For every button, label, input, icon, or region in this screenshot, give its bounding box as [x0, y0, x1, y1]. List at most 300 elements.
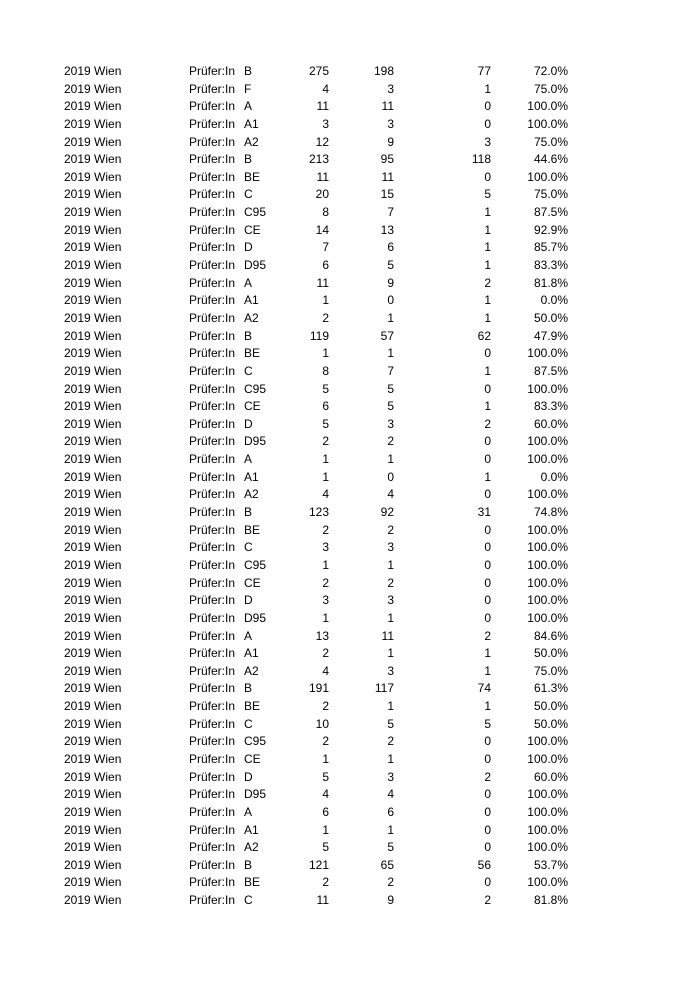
pass-rate-cell: 100.0% [527, 116, 568, 131]
role-cell: Prüfer:In [189, 469, 236, 484]
role-cell: Prüfer:In [189, 822, 236, 837]
year-city-cell: 2019 Wien [64, 99, 122, 114]
total-count-cell: 3 [322, 540, 329, 555]
passed-count-cell: 95 [380, 152, 394, 167]
role-cell: Prüfer:In [189, 310, 236, 325]
pass-rate-cell: 100.0% [527, 452, 568, 467]
license-class-cell: A1 [244, 646, 259, 661]
table-row [0, 557, 700, 575]
year-city-cell: 2019 Wien [64, 275, 122, 290]
total-count-cell: 2 [322, 699, 329, 714]
total-count-cell: 5 [322, 381, 329, 396]
year-city-cell: 2019 Wien [64, 610, 122, 625]
license-class-cell: D [244, 769, 253, 784]
passed-count-cell: 1 [387, 310, 394, 325]
year-city-cell: 2019 Wien [64, 646, 122, 661]
pass-rate-cell: 85.7% [533, 240, 568, 255]
passed-count-cell: 92 [380, 505, 394, 520]
role-cell: Prüfer:In [189, 363, 236, 378]
pass-rate-cell: 100.0% [527, 540, 568, 555]
year-city-cell: 2019 Wien [64, 822, 122, 837]
failed-count-cell: 0 [484, 434, 491, 449]
license-class-cell: BE [244, 346, 261, 361]
failed-count-cell: 74 [477, 681, 491, 696]
role-cell: Prüfer:In [189, 240, 236, 255]
table-row [0, 451, 700, 469]
year-city-cell: 2019 Wien [64, 751, 122, 766]
table-row [0, 151, 700, 169]
license-class-cell: C [244, 716, 253, 731]
passed-count-cell: 4 [387, 787, 394, 802]
failed-count-cell: 0 [484, 822, 491, 837]
failed-count-cell: 1 [484, 205, 491, 220]
pass-rate-cell: 100.0% [527, 487, 568, 502]
license-class-cell: CE [244, 751, 261, 766]
failed-count-cell: 0 [484, 840, 491, 855]
pass-rate-cell: 100.0% [527, 99, 568, 114]
pass-rate-cell: 100.0% [527, 522, 568, 537]
total-count-cell: 1 [322, 751, 329, 766]
pass-rate-cell: 100.0% [527, 734, 568, 749]
role-cell: Prüfer:In [189, 81, 236, 96]
table-row [0, 398, 700, 416]
pass-rate-cell: 83.3% [533, 399, 568, 414]
role-cell: Prüfer:In [189, 328, 236, 343]
pass-rate-cell: 53.7% [533, 857, 568, 872]
passed-count-cell: 11 [381, 169, 394, 184]
pass-rate-cell: 60.0% [533, 416, 568, 431]
total-count-cell: 213 [308, 152, 329, 167]
table-row [0, 116, 700, 134]
passed-count-cell: 1 [387, 646, 394, 661]
year-city-cell: 2019 Wien [64, 857, 122, 872]
year-city-cell: 2019 Wien [64, 804, 122, 819]
total-count-cell: 5 [322, 769, 329, 784]
role-cell: Prüfer:In [189, 628, 236, 643]
total-count-cell: 4 [322, 787, 329, 802]
pass-rate-cell: 100.0% [527, 575, 568, 590]
year-city-cell: 2019 Wien [64, 258, 122, 273]
failed-count-cell: 2 [484, 893, 491, 908]
year-city-cell: 2019 Wien [64, 363, 122, 378]
table-row [0, 169, 700, 187]
role-cell: Prüfer:In [189, 646, 236, 661]
passed-count-cell: 117 [374, 681, 394, 696]
license-class-cell: C [244, 187, 253, 202]
pass-rate-cell: 100.0% [527, 822, 568, 837]
passed-count-cell: 5 [387, 840, 394, 855]
table-row [0, 769, 700, 787]
total-count-cell: 2 [322, 646, 329, 661]
total-count-cell: 2 [322, 875, 329, 890]
total-count-cell: 1 [322, 293, 329, 308]
pass-rate-cell: 75.0% [533, 81, 568, 96]
license-class-cell: D95 [244, 434, 267, 449]
year-city-cell: 2019 Wien [64, 628, 122, 643]
role-cell: Prüfer:In [189, 857, 236, 872]
total-count-cell: 20 [315, 187, 329, 202]
year-city-cell: 2019 Wien [64, 116, 122, 131]
role-cell: Prüfer:In [189, 152, 236, 167]
role-cell: Prüfer:In [189, 734, 236, 749]
passed-count-cell: 5 [387, 716, 394, 731]
table-row [0, 257, 700, 275]
role-cell: Prüfer:In [189, 787, 236, 802]
failed-count-cell: 0 [484, 787, 491, 802]
failed-count-cell: 1 [484, 663, 491, 678]
table-row [0, 275, 700, 293]
total-count-cell: 4 [322, 81, 329, 96]
license-class-cell: F [244, 81, 252, 96]
role-cell: Prüfer:In [189, 434, 236, 449]
passed-count-cell: 3 [387, 116, 394, 131]
failed-count-cell: 1 [484, 222, 491, 237]
role-cell: Prüfer:In [189, 416, 236, 431]
license-class-cell: A2 [244, 663, 259, 678]
role-cell: Prüfer:In [189, 751, 236, 766]
year-city-cell: 2019 Wien [64, 893, 122, 908]
failed-count-cell: 0 [484, 610, 491, 625]
pass-rate-cell: 60.0% [533, 769, 568, 784]
license-class-cell: BE [244, 169, 261, 184]
pass-rate-cell: 100.0% [527, 169, 568, 184]
year-city-cell: 2019 Wien [64, 222, 122, 237]
failed-count-cell: 2 [484, 769, 491, 784]
failed-count-cell: 1 [484, 258, 491, 273]
table-row [0, 839, 700, 857]
license-class-cell: A [244, 275, 253, 290]
year-city-cell: 2019 Wien [64, 487, 122, 502]
table-row [0, 698, 700, 716]
failed-count-cell: 1 [484, 646, 491, 661]
passed-count-cell: 57 [380, 328, 394, 343]
license-class-cell: C [244, 893, 253, 908]
role-cell: Prüfer:In [189, 205, 236, 220]
table-row [0, 433, 700, 451]
total-count-cell: 7 [322, 240, 329, 255]
table-row [0, 857, 700, 875]
year-city-cell: 2019 Wien [64, 505, 122, 520]
year-city-cell: 2019 Wien [64, 663, 122, 678]
table-row [0, 786, 700, 804]
license-class-cell: D [244, 416, 253, 431]
table-row [0, 733, 700, 751]
role-cell: Prüfer:In [189, 134, 236, 149]
pass-rate-cell: 50.0% [533, 716, 568, 731]
pass-rate-cell: 50.0% [533, 699, 568, 714]
pass-rate-cell: 100.0% [527, 557, 568, 572]
license-class-cell: A1 [244, 822, 259, 837]
failed-count-cell: 2 [484, 416, 491, 431]
role-cell: Prüfer:In [189, 187, 236, 202]
role-cell: Prüfer:In [189, 222, 236, 237]
failed-count-cell: 1 [484, 363, 491, 378]
table-row [0, 539, 700, 557]
license-class-cell: A1 [244, 293, 259, 308]
total-count-cell: 123 [308, 505, 329, 520]
failed-count-cell: 0 [484, 751, 491, 766]
license-class-cell: A [244, 99, 253, 114]
table-row [0, 751, 700, 769]
failed-count-cell: 1 [484, 81, 491, 96]
passed-count-cell: 3 [387, 416, 394, 431]
total-count-cell: 5 [322, 840, 329, 855]
pass-rate-cell: 47.9% [533, 328, 568, 343]
total-count-cell: 1 [322, 557, 329, 572]
failed-count-cell: 62 [477, 328, 491, 343]
total-count-cell: 12 [315, 134, 329, 149]
year-city-cell: 2019 Wien [64, 205, 122, 220]
failed-count-cell: 0 [484, 593, 491, 608]
year-city-cell: 2019 Wien [64, 310, 122, 325]
license-class-cell: A [244, 804, 253, 819]
year-city-cell: 2019 Wien [64, 399, 122, 414]
passed-count-cell: 15 [380, 187, 394, 202]
pass-rate-cell: 100.0% [527, 875, 568, 890]
role-cell: Prüfer:In [189, 593, 236, 608]
license-class-cell: C95 [244, 381, 267, 396]
role-cell: Prüfer:In [189, 258, 236, 273]
year-city-cell: 2019 Wien [64, 575, 122, 590]
role-cell: Prüfer:In [189, 681, 236, 696]
passed-count-cell: 1 [387, 699, 394, 714]
total-count-cell: 121 [308, 857, 329, 872]
table-row [0, 486, 700, 504]
failed-count-cell: 0 [484, 540, 491, 555]
failed-count-cell: 2 [484, 275, 491, 290]
license-class-cell: C [244, 540, 253, 555]
year-city-cell: 2019 Wien [64, 787, 122, 802]
pass-rate-cell: 100.0% [527, 346, 568, 361]
pass-rate-cell: 100.0% [527, 787, 568, 802]
license-class-cell: C95 [244, 205, 267, 220]
license-class-cell: B [244, 328, 253, 343]
pass-rate-cell: 100.0% [527, 840, 568, 855]
license-class-cell: C95 [244, 734, 267, 749]
table-row [0, 575, 700, 593]
license-class-cell: BE [244, 699, 261, 714]
year-city-cell: 2019 Wien [64, 64, 122, 78]
failed-count-cell: 0 [484, 452, 491, 467]
license-class-cell: C95 [244, 557, 267, 572]
passed-count-cell: 198 [373, 64, 394, 78]
passed-count-cell: 1 [387, 557, 394, 572]
failed-count-cell: 0 [484, 116, 491, 131]
table-row [0, 134, 700, 152]
failed-count-cell: 1 [484, 699, 491, 714]
role-cell: Prüfer:In [189, 64, 236, 78]
table-row [0, 822, 700, 840]
failed-count-cell: 0 [484, 575, 491, 590]
total-count-cell: 191 [308, 681, 329, 696]
table-row [0, 63, 700, 81]
failed-count-cell: 0 [484, 875, 491, 890]
table-row [0, 310, 700, 328]
failed-count-cell: 1 [484, 469, 491, 484]
license-class-cell: B [244, 505, 253, 520]
failed-count-cell: 1 [484, 240, 491, 255]
total-count-cell: 3 [322, 593, 329, 608]
failed-count-cell: 0 [484, 169, 491, 184]
pass-rate-cell: 83.3% [533, 258, 568, 273]
year-city-cell: 2019 Wien [64, 557, 122, 572]
year-city-cell: 2019 Wien [64, 593, 122, 608]
license-class-cell: D95 [244, 258, 267, 273]
total-count-cell: 13 [315, 628, 329, 643]
table-row [0, 663, 700, 681]
table-row [0, 716, 700, 734]
failed-count-cell: 0 [484, 381, 491, 396]
pass-rate-cell: 100.0% [527, 751, 568, 766]
total-count-cell: 4 [322, 663, 329, 678]
passed-count-cell: 3 [387, 593, 394, 608]
license-class-cell: B [244, 681, 253, 696]
year-city-cell: 2019 Wien [64, 716, 122, 731]
pass-rate-cell: 75.0% [533, 663, 568, 678]
pass-rate-cell: 100.0% [527, 381, 568, 396]
license-class-cell: A2 [244, 134, 259, 149]
year-city-cell: 2019 Wien [64, 434, 122, 449]
table-row [0, 592, 700, 610]
role-cell: Prüfer:In [189, 505, 236, 520]
table-row [0, 186, 700, 204]
table-row [0, 204, 700, 222]
role-cell: Prüfer:In [189, 840, 236, 855]
year-city-cell: 2019 Wien [64, 840, 122, 855]
pass-rate-cell: 81.8% [533, 893, 568, 908]
failed-count-cell: 0 [484, 99, 491, 114]
passed-count-cell: 11 [381, 628, 394, 643]
passed-count-cell: 65 [380, 857, 394, 872]
failed-count-cell: 0 [484, 734, 491, 749]
passed-count-cell: 5 [387, 381, 394, 396]
license-class-cell: D [244, 240, 253, 255]
role-cell: Prüfer:In [189, 575, 236, 590]
total-count-cell: 6 [322, 804, 329, 819]
pass-rate-cell: 100.0% [527, 593, 568, 608]
role-cell: Prüfer:In [189, 522, 236, 537]
passed-count-cell: 7 [387, 363, 394, 378]
passed-count-cell: 9 [387, 134, 394, 149]
role-cell: Prüfer:In [189, 293, 236, 308]
total-count-cell: 1 [322, 610, 329, 625]
failed-count-cell: 2 [484, 628, 491, 643]
passed-count-cell: 11 [381, 99, 394, 114]
total-count-cell: 2 [322, 575, 329, 590]
role-cell: Prüfer:In [189, 169, 236, 184]
total-count-cell: 3 [322, 116, 329, 131]
year-city-cell: 2019 Wien [64, 293, 122, 308]
license-class-cell: D95 [244, 787, 267, 802]
failed-count-cell: 5 [484, 187, 491, 202]
license-class-cell: BE [244, 522, 261, 537]
role-cell: Prüfer:In [189, 399, 236, 414]
license-class-cell: B [244, 64, 253, 78]
license-class-cell: B [244, 152, 253, 167]
passed-count-cell: 0 [387, 469, 394, 484]
table-row [0, 504, 700, 522]
failed-count-cell: 0 [484, 487, 491, 502]
table-row [0, 628, 700, 646]
failed-count-cell: 118 [471, 152, 491, 167]
failed-count-cell: 0 [484, 804, 491, 819]
total-count-cell: 1 [322, 822, 329, 837]
total-count-cell: 1 [322, 346, 329, 361]
failed-count-cell: 56 [477, 857, 491, 872]
passed-count-cell: 1 [387, 822, 394, 837]
license-class-cell: A1 [244, 469, 259, 484]
role-cell: Prüfer:In [189, 116, 236, 131]
failed-count-cell: 0 [484, 346, 491, 361]
total-count-cell: 5 [322, 416, 329, 431]
passed-count-cell: 5 [387, 258, 394, 273]
role-cell: Prüfer:In [189, 769, 236, 784]
table-row [0, 292, 700, 310]
role-cell: Prüfer:In [189, 346, 236, 361]
pass-rate-cell: 0.0% [540, 469, 568, 484]
failed-count-cell: 31 [477, 505, 491, 520]
table-row [0, 222, 700, 240]
year-city-cell: 2019 Wien [64, 469, 122, 484]
pass-rate-cell: 81.8% [533, 275, 568, 290]
passed-count-cell: 7 [387, 205, 394, 220]
year-city-cell: 2019 Wien [64, 328, 122, 343]
total-count-cell: 11 [316, 169, 329, 184]
role-cell: Prüfer:In [189, 275, 236, 290]
table-row [0, 416, 700, 434]
failed-count-cell: 1 [484, 293, 491, 308]
pass-rate-cell: 75.0% [533, 134, 568, 149]
role-cell: Prüfer:In [189, 699, 236, 714]
year-city-cell: 2019 Wien [64, 381, 122, 396]
year-city-cell: 2019 Wien [64, 699, 122, 714]
table-row [0, 98, 700, 116]
failed-count-cell: 77 [477, 64, 491, 78]
failed-count-cell: 1 [484, 310, 491, 325]
pass-rate-cell: 87.5% [533, 363, 568, 378]
passed-count-cell: 2 [387, 522, 394, 537]
passed-count-cell: 3 [387, 769, 394, 784]
total-count-cell: 6 [322, 399, 329, 414]
table-row [0, 680, 700, 698]
year-city-cell: 2019 Wien [64, 346, 122, 361]
total-count-cell: 10 [315, 716, 329, 731]
license-class-cell: CE [244, 222, 261, 237]
role-cell: Prüfer:In [189, 540, 236, 555]
failed-count-cell: 1 [484, 399, 491, 414]
total-count-cell: 2 [322, 310, 329, 325]
failed-count-cell: 0 [484, 557, 491, 572]
pass-rate-cell: 87.5% [533, 205, 568, 220]
role-cell: Prüfer:In [189, 487, 236, 502]
year-city-cell: 2019 Wien [64, 734, 122, 749]
table-row [0, 363, 700, 381]
table-row [0, 381, 700, 399]
passed-count-cell: 4 [387, 487, 394, 502]
table-row [0, 645, 700, 663]
table-row [0, 328, 700, 346]
role-cell: Prüfer:In [189, 610, 236, 625]
passed-count-cell: 2 [387, 434, 394, 449]
passed-count-cell: 2 [387, 575, 394, 590]
total-count-cell: 275 [308, 64, 329, 78]
year-city-cell: 2019 Wien [64, 540, 122, 555]
failed-count-cell: 3 [484, 134, 491, 149]
license-class-cell: A [244, 452, 253, 467]
role-cell: Prüfer:In [189, 716, 236, 731]
pass-rate-cell: 61.3% [533, 681, 568, 696]
total-count-cell: 2 [322, 434, 329, 449]
